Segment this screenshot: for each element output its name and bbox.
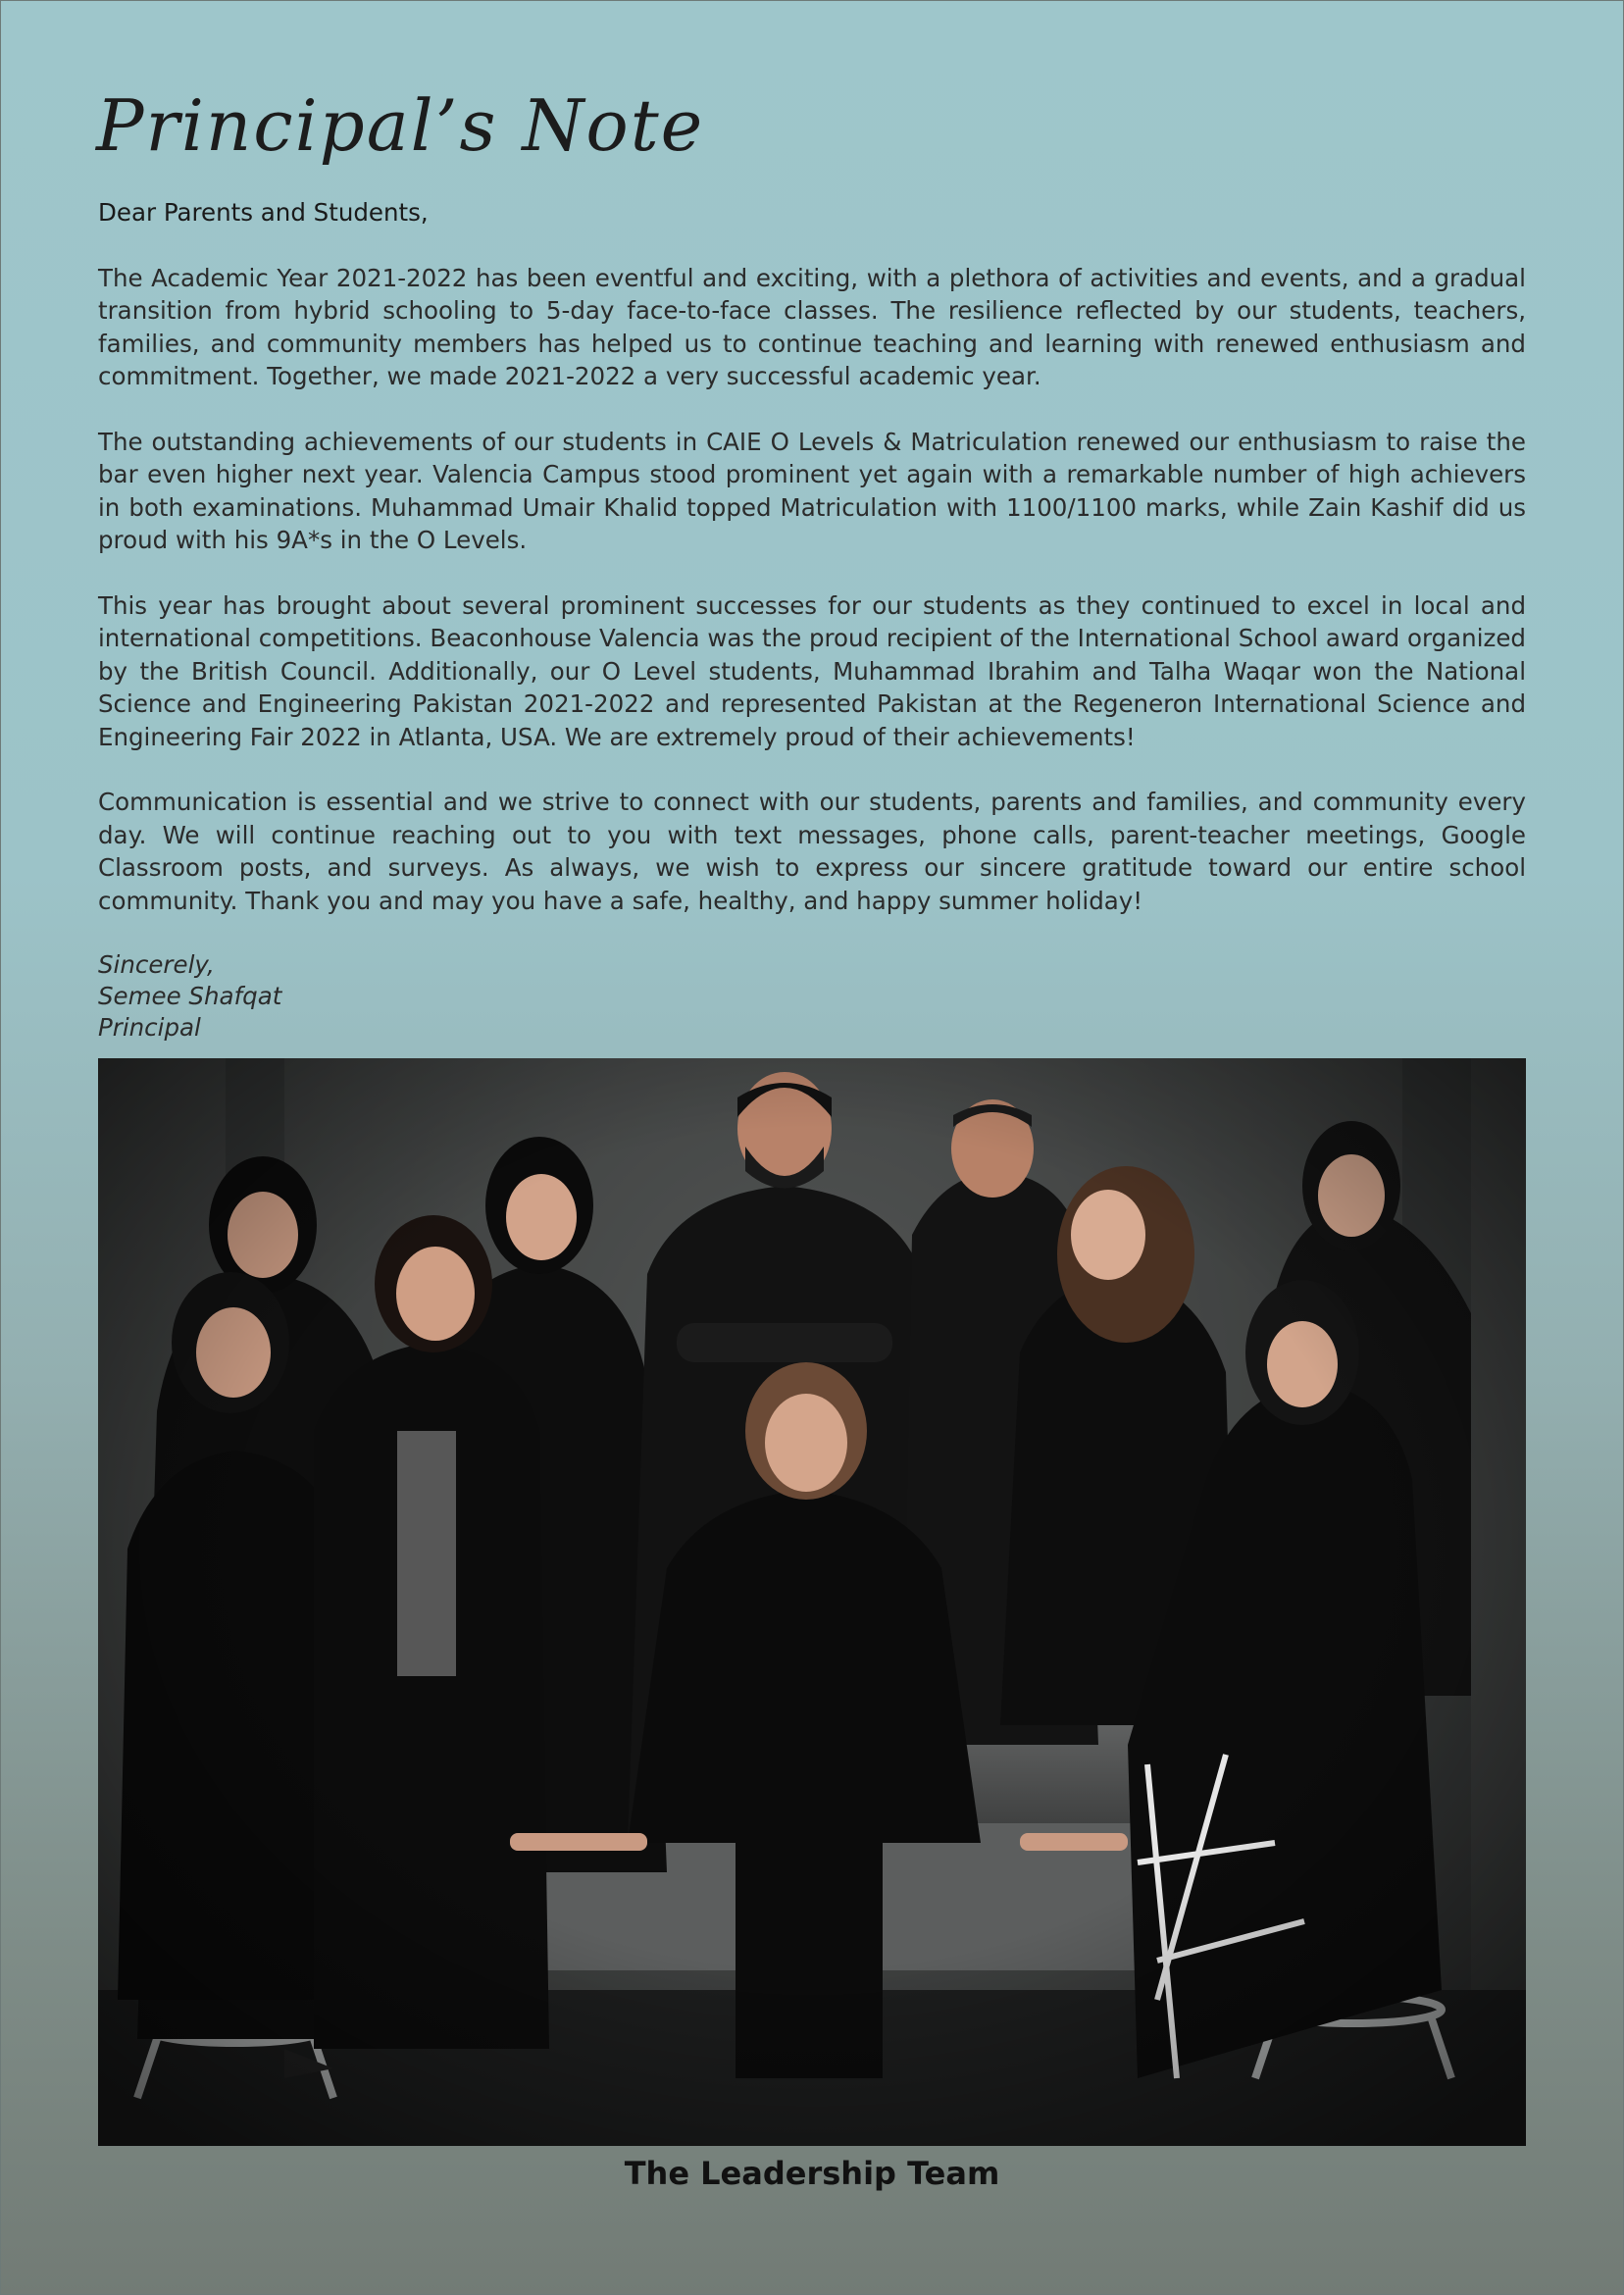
paragraph-3: This year has brought about several prominent successes for our students as they continued to excel in local and international competitions. Beaconhouse Valencia was the proud recipient of the International School award organized by the British Council. Additionally, our O Level students, Muhammad Ibrahim and Talha Waqar won the National Science and Engineering Pakistan 2021-2022 and represented Pakistan at the Regeneron International Science and Engineering Fair 2022 in Atlanta, USA. We are extremely proud of their achievements! (98, 590, 1526, 751)
salutation: Dear Parents and Students, (98, 198, 429, 227)
page-title: Principal’s Note (96, 84, 705, 167)
team-photo-illustration (98, 1058, 1526, 2146)
signature-role: Principal (98, 1013, 201, 1042)
signature-name: Semee Shafqat (98, 982, 282, 1010)
letter-body (98, 196, 1526, 1044)
leadership-team-photo (98, 1058, 1526, 2146)
paragraph-1: The Academic Year 2021-2022 has been eventful and exciting, with a plethora of activities and events, and a gradual transition from hybrid schooling to 5-day face-to-face classes. The resilience reflected by our students, teachers, families, and community members has helped us to continue teaching and learning with renewed enthusiasm and commitment. Together, we made 2021-2022 a very successful academic year. (98, 263, 1526, 390)
paragraph-2: The outstanding achievements of our students in CAIE O Levels & Matriculation renewed our enthusiasm to raise the bar even higher next year. Valencia Campus stood prominent yet again with a remarkable number of high achievers in both examinations. Muhammad Umair Khalid topped Matriculation with 1100/1100 marks, while Zain Kashif did us proud with his 9A*s in the O Levels. (98, 427, 1526, 554)
paragraph-4: Communication is essential and we strive to connect with our students, parents and families, and community every day. We will continue reaching out to you with text messages, phone calls, parent-teacher meetings, Google Classroom posts, and surveys. As always, we wish to express our sincere gratitude toward our entire school community. Thank you and may you have a safe, healthy, and happy summer holiday! (98, 788, 1526, 915)
signature-closing: Sincerely, (98, 950, 215, 979)
photo-caption: The Leadership Team (624, 2155, 1000, 2192)
photo-vignette (98, 1058, 1526, 2146)
